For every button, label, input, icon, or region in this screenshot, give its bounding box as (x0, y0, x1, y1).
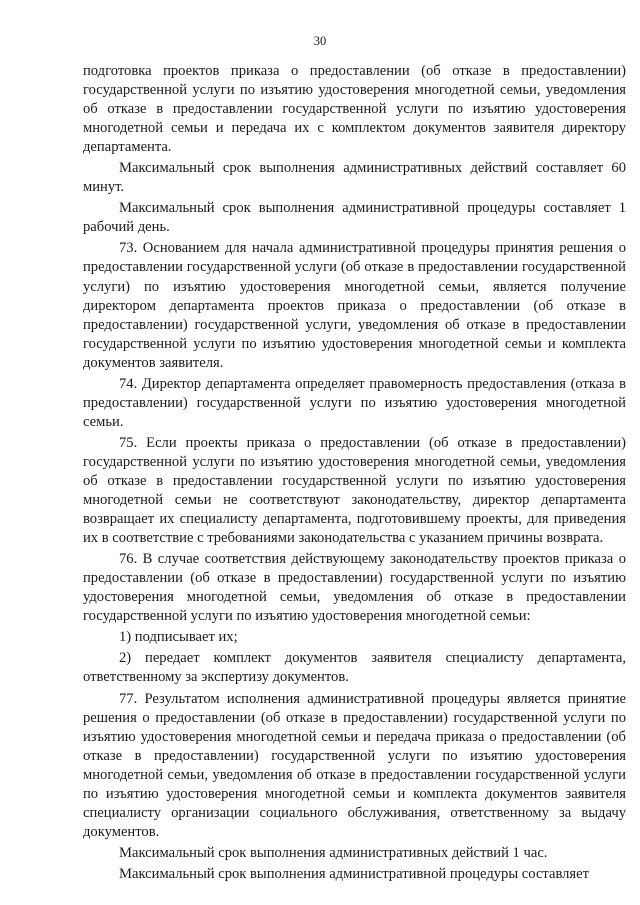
paragraph: Максимальный срок выполнения административных действий составляет 60 минут. (83, 160, 626, 196)
paragraph: Максимальный срок выполнения административной процедуры составляет (119, 865, 589, 882)
document-body (83, 62, 626, 886)
paragraph: 73. Основанием для начала административной процедуры принятия решения о предоставлении государственной услуги (об отказе в предоставлении государственной услуги) по изъятию удостоверения многодетной семьи, является получение директором департамента проектов приказа о предоставлении (об отказе в предоставлении) государственной услуги, уведомления об отказе в предоставлении государственной услуги по изъятию удостоверения многодетной семьи и комплекта документов заявителя. (83, 240, 626, 371)
list-item: 2) передает комплект документов заявителя специалисту департамента, ответственному за экспертизу документов. (83, 650, 626, 686)
paragraph: 75. Если проекты приказа о предоставлении (об отказе в предоставлении) государственной услуги по изъятию удостоверения многодетной семьи, уведомления об отказе в предоставлении государственной услуги по изъятию удостоверения многодетной семьи не соответствуют законодательству, директор департамента возвращает их специалисту департамента, подготовившему проекты, для приведения их в соответствие с требованиями законодательства с указанием причины возврата. (83, 434, 626, 547)
paragraph: 77. Результатом исполнения административной процедуры является принятие решения о предоставлении (об отказе в предоставлении) государственной услуги по изъятию удостоверения многодетной семьи и передача приказа о предоставлении (об отказе в предоставлении) государственной услуги по изъятию удостоверения многодетной семьи, уведомления об отказе в предоставлении государственной услуги по изъятию удостоверения многодетной семьи и комплекта документов заявителя специалисту организации социального обслуживания, ответственному за выдачу документов. (83, 690, 626, 840)
paragraph: подготовка проектов приказа о предоставлении (об отказе в предоставлении) государственной услуги по изъятию удостоверения многодетной семьи, уведомления об отказе в предоставлении государственной услуги по изъятию удостоверения многодетной семьи и передача их с комплектом документов заявителя директору департамента. (83, 63, 626, 156)
paragraph: Максимальный срок выполнения административной процедуры составляет 1 рабочий день. (83, 200, 626, 236)
list-item: 1) подписывает их; (119, 629, 238, 646)
paragraph: 74. Директор департамента определяет правомерность предоставления (отказа в предоставлении) государственной услуги по изъятию удостоверения многодетной семьи. (83, 375, 626, 430)
paragraph: Максимальный срок выполнения административных действий 1 час. (119, 844, 548, 861)
page-number: 30 (313, 34, 327, 48)
paragraph: 76. В случае соответствия действующему законодательству проектов приказа о предоставлении (об отказе в предоставлении) государственной услуги по изъятию удостоверения многодетной семьи, уведомления об отказе в предоставлении государственной услуги по изъятию удостоверения многодетной семьи: (83, 551, 626, 625)
